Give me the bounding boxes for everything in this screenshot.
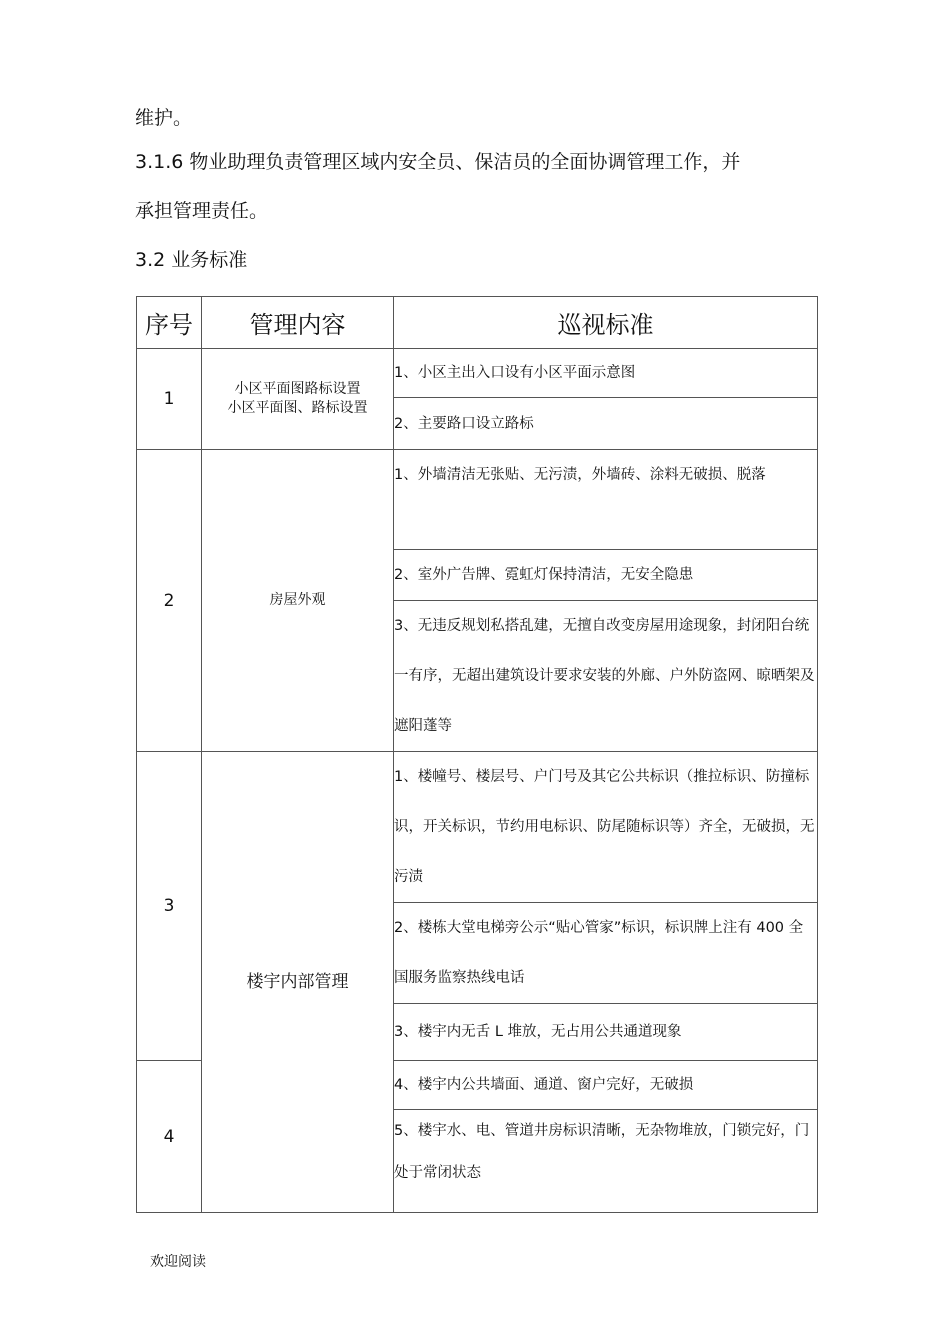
standard-item: 4、楼宇内公共墙面、通道、窗户完好，无破损 <box>394 1061 818 1110</box>
paragraph-2: 3.1.6 物业助理负责管理区域内安全员、保洁员的全面协调管理工作，并 <box>135 151 741 173</box>
standard-item: 1、楼幢号、楼层号、户门号及其它公共标识（推拉标识、防撞标识，开关标识，节约用电标识、防尾随标识等）齐全，无破损，无污渍 <box>394 752 818 903</box>
standard-item: 2、室外广告牌、霓虹灯保持清洁，无安全隐患 <box>394 550 818 601</box>
standard-item: 2、主要路口设立路标 <box>394 398 818 450</box>
management-content: 小区平面图路标设置 小区平面图、路标设置 <box>202 349 394 450</box>
row-number: 2 <box>137 450 202 752</box>
standard-item: 5、楼宇水、电、管道井房标识清晰，无杂物堆放，门锁完好，门处于常闭状态 <box>394 1110 818 1213</box>
management-content: 楼宇内部管理 <box>202 752 394 1213</box>
row-number: 1 <box>137 349 202 450</box>
row-number: 3 <box>137 752 202 1061</box>
management-content: 房屋外观 <box>202 450 394 752</box>
table-row <box>137 450 818 550</box>
table-row <box>137 349 818 398</box>
row-number: 4 <box>137 1061 202 1213</box>
header-number: 序号 <box>137 297 202 349</box>
header-inspection-standard: 巡视标准 <box>394 297 818 349</box>
header-management-content: 管理内容 <box>202 297 394 349</box>
standard-item: 3、楼宇内无舌 L 堆放，无占用公共通道现象 <box>394 1004 818 1061</box>
table-row <box>137 752 818 903</box>
standard-item: 3、无违反规划私搭乱建，无擅自改变房屋用途现象，封闭阳台统一有序，无超出建筑设计要求安装的外廊、户外防盗网、晾晒架及遮阳蓬等 <box>394 601 818 752</box>
business-standard-table <box>136 296 818 1213</box>
standard-item: 1、外墙清洁无张贴、无污渍，外墙砖、涂料无破损、脱落 <box>394 450 818 550</box>
standard-item: 2、楼栋大堂电梯旁公示“贴心管家”标识，标识牌上注有 400 全国服务监察热线电话 <box>394 903 818 1004</box>
paragraph-3: 承担管理责任。 <box>135 200 269 222</box>
paragraph-1: 维护。 <box>135 107 193 129</box>
standard-item: 1、小区主出入口设有小区平面示意图 <box>394 349 818 398</box>
table-header-row <box>137 297 818 349</box>
section-heading: 3.2 业务标准 <box>135 249 248 271</box>
footer-note: 欢迎阅读 <box>150 1254 206 1270</box>
